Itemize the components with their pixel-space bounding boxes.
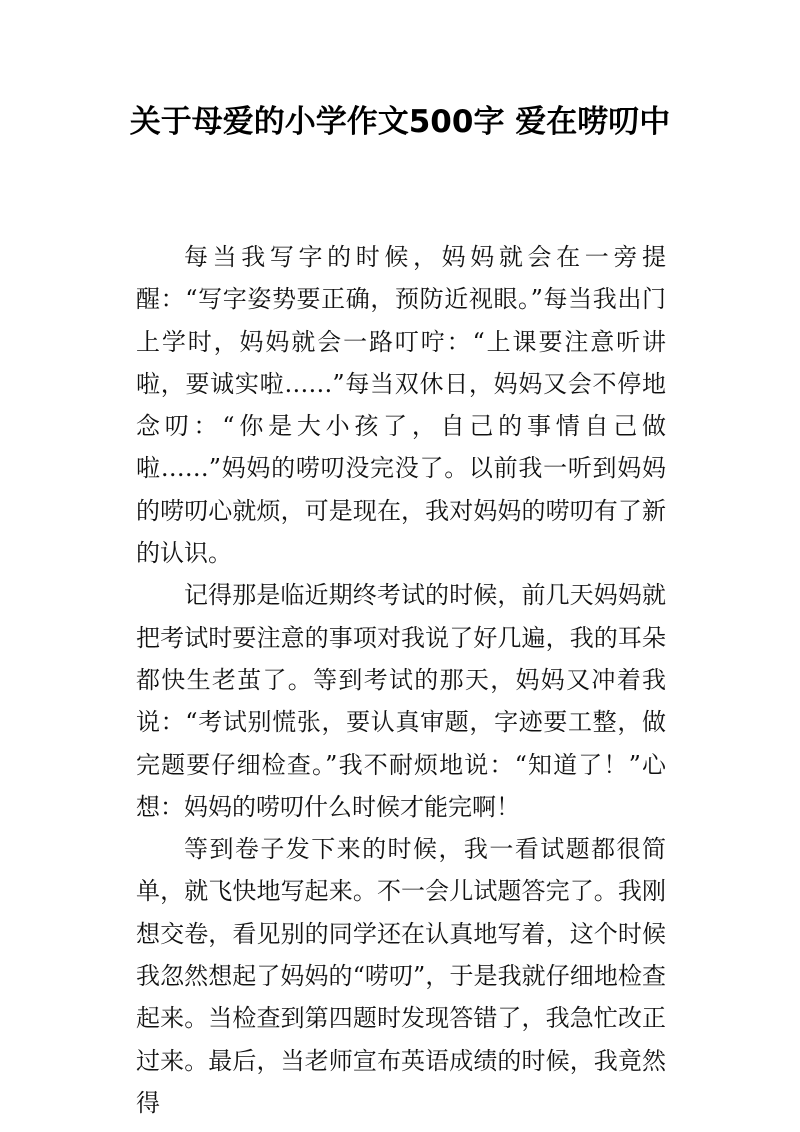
paragraph-2: 记得那是临近期终考试的时候，前几天妈妈就把考试时要注意的事项对我说了好几遍，我的耳朵都快生老茧了。等到考试的那天，妈妈又冲着我说：“考试别慌张，要认真审题，字迹要工整，做完题要仔细检查。”我不耐烦地说：“知道了！”心想：妈妈的唠叨什么时候才能完啊！ xyxy=(136,581,666,821)
paragraph-3: 等到卷子发下来的时候，我一看试题都很简单，就飞快地写起来。不一会儿试题答完了。我刚想交卷，看见别的同学还在认真地写着，这个时候我忽然想起了妈妈的“唠叨”，于是我就仔细地检查起来。当检查到第四题时发现答错了，我急忙改正过来。最后，当老师宣布英语成绩的时候，我竟然得 xyxy=(136,835,666,1117)
document-body xyxy=(136,236,666,1124)
paragraph-1: 每当我写字的时候，妈妈就会在一旁提醒：“写字姿势要正确，预防近视眼。”每当我出门上学时，妈妈就会一路叮咛：“上课要注意听讲啦，要诚实啦……”每当双休日，妈妈又会不停地念叨：“你是大小孩了，自己的事情自己做啦……”妈妈的唠叨没完没了。以前我一听到妈妈的唠叨心就烦，可是现在，我对妈妈的唠叨有了新的认识。 xyxy=(136,243,666,568)
document-title: 关于母爱的小学作文500字 爱在唠叨中 xyxy=(129,104,671,140)
